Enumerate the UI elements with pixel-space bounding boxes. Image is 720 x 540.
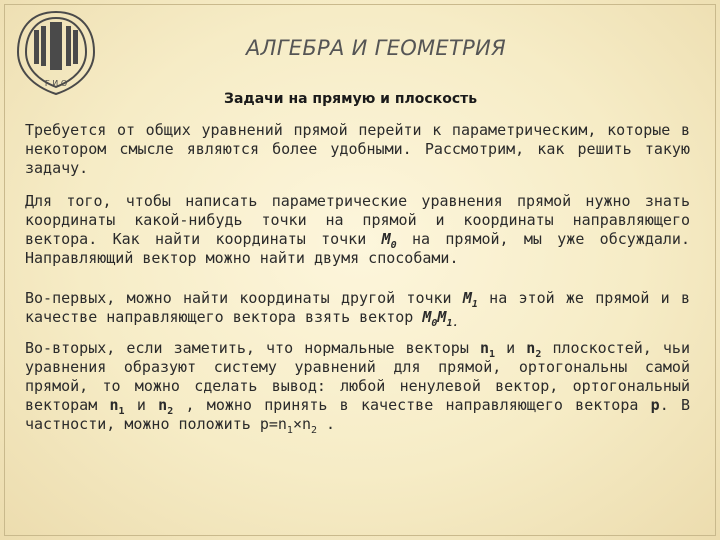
text: . — [317, 415, 336, 433]
logo-letters: Г И О — [44, 79, 68, 88]
text: и — [495, 339, 527, 357]
vector-n2: $n_2$ — [526, 339, 542, 360]
page-title: АЛГЕБРА И ГЕОМЕТРИЯ — [246, 36, 506, 60]
text: Во-первых, можно найти координаты другой точки — [25, 289, 463, 307]
section-subtitle: Задачи на прямую и плоскость — [224, 91, 478, 107]
text: . В частности, можно положить — [25, 396, 691, 433]
text: Во-вторых, если заметить, что нормальные векторы — [25, 339, 480, 357]
text: на прямой, мы уже обсуждали. Направляющий вектор можно найти двумя способами. — [25, 230, 690, 267]
vector-p: p — [650, 396, 660, 414]
text: плоскостей, чьи уравнения образуют систему уравнений для прямой, ортогональны самой прямой, то можно сделать вывод: любой ненулевой вектор, ортогональный векторам — [25, 339, 690, 414]
vector-m0m1: $M_0M_{1.}$ — [422, 308, 459, 329]
point-m1: $M_1$ — [462, 289, 478, 310]
text: Для того, чтобы написать параметрические уравнения прямой нужно знать координаты какой-нибудь точки на прямой и координаты направляющего вектора. Как найти координаты точки — [25, 192, 690, 248]
paragraph-first-way — [25, 289, 690, 327]
point-m0: $M_0$ — [381, 230, 397, 251]
university-logo-icon — [10, 8, 102, 100]
vector-n1: $n_1$ — [109, 396, 125, 417]
text: , можно принять в качестве направляющего вектора — [173, 396, 651, 414]
vector-n1: $n_1$ — [479, 339, 496, 360]
paragraph-intro: Требуется от общих уравнений прямой перейти к параметрическим, которые в некотором смысле являются более удобными. Рассмотрим, как решить такую задачу. — [25, 121, 690, 177]
formula-cross-product: $p=n_1\times n_2$ — [259, 415, 318, 436]
text: на этой же прямой и в качестве направляющего вектора взять вектор — [25, 289, 690, 326]
paragraph-second-way — [25, 339, 690, 434]
paragraph-parametric — [25, 192, 690, 268]
content-body — [25, 121, 690, 448]
vector-n2: $n_2$ — [158, 396, 174, 417]
text: и — [124, 396, 159, 414]
